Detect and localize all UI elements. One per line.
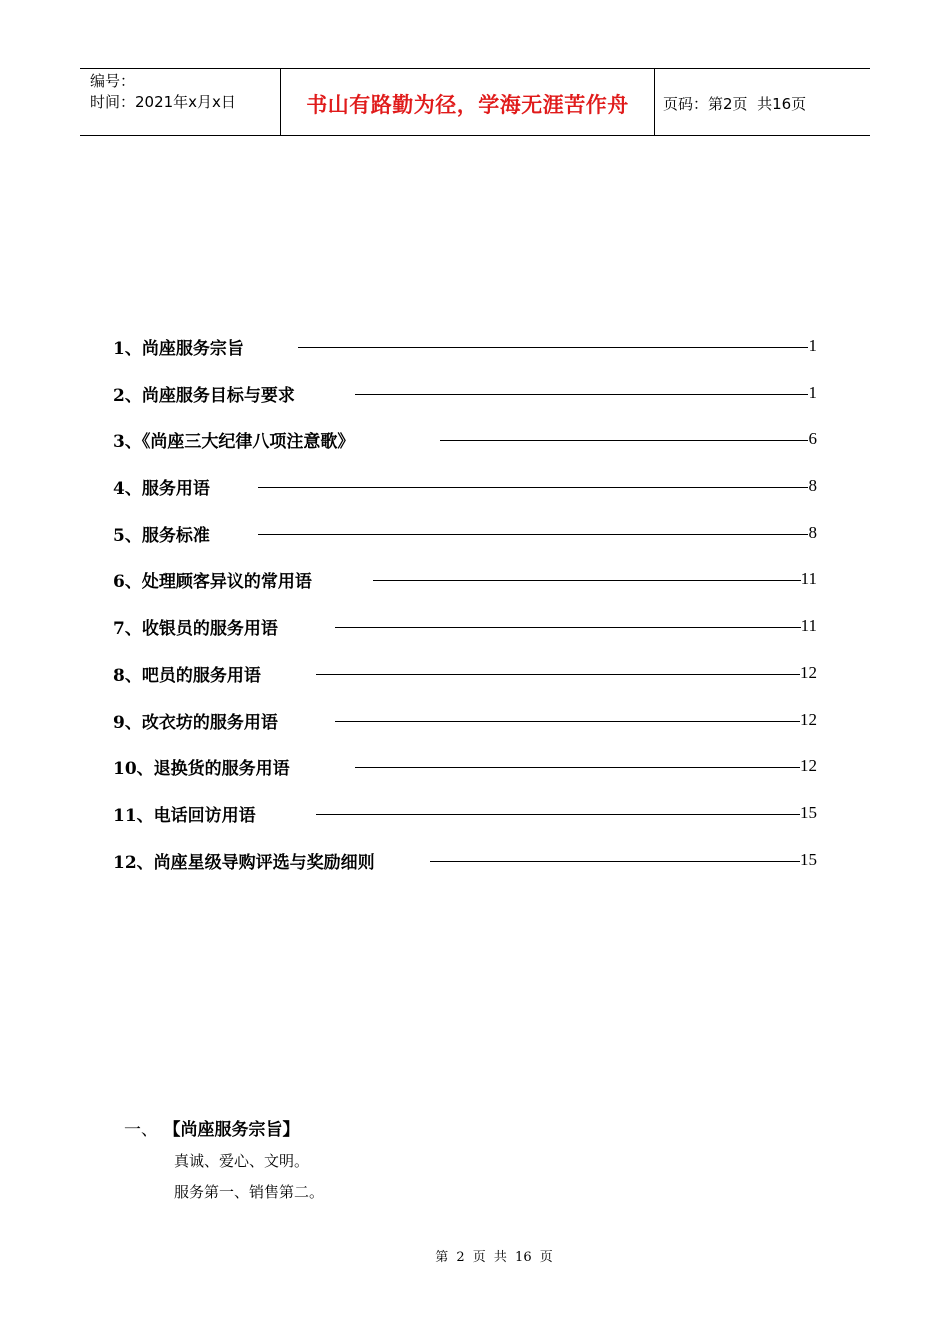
header-meta (80, 69, 281, 135)
toc-leader-line (355, 394, 808, 395)
toc-entry[interactable] (113, 846, 817, 893)
toc-entry-title: 11、电话回访用语 (113, 805, 256, 826)
toc-entry[interactable] (113, 519, 817, 566)
toc-entry-page: 11 (800, 616, 817, 636)
toc-entry-title: 10、退换货的服务用语 (113, 759, 290, 780)
toc-entry[interactable] (113, 425, 817, 472)
toc-leader-line (335, 627, 801, 628)
toc-entry-title: 6、处理顾客异议的常用语 (113, 572, 312, 593)
toc-entry[interactable] (113, 379, 817, 426)
toc-leader-line (316, 674, 800, 675)
toc-leader-line (258, 534, 808, 535)
header-time-label: 时间：2021年x月x日 (90, 93, 236, 111)
section-title: 【尚座服务宗旨】 (172, 1120, 300, 1140)
toc-entry[interactable] (113, 752, 817, 799)
toc-entry-page: 15 (800, 802, 817, 822)
toc-entry-page: 12 (800, 662, 817, 682)
toc-entry[interactable] (113, 472, 817, 519)
toc-leader-line (355, 767, 800, 768)
toc-leader-line (373, 580, 801, 581)
toc-leader-line (298, 347, 808, 348)
toc-entry-title: 2、尚座服务目标与要求 (113, 385, 295, 406)
page-header (80, 68, 870, 136)
section-heading (124, 1115, 300, 1140)
toc-entry-title: 4、服务用语 (113, 479, 210, 500)
toc-entry-title: 3、《尚座三大纪律八项注意歌》 (113, 432, 355, 453)
toc-entry-page: 11 (800, 569, 817, 589)
section-number: 一、 (124, 1120, 158, 1140)
toc-entry-page: 8 (808, 522, 817, 542)
toc-entry-page: 15 (800, 849, 817, 869)
header-motto: 书山有路勤为径，学海无涯苦作舟 (281, 69, 655, 135)
header-page-info: 页码：第2页 共16页 (663, 94, 807, 113)
toc-entry-title: 9、改衣坊的服务用语 (113, 712, 278, 733)
toc-entry-title: 12、尚座星级导购评选与奖励细则 (113, 852, 375, 873)
toc-entry-page: 6 (808, 429, 817, 449)
toc-entry-page: 1 (808, 382, 817, 402)
toc-entry[interactable] (113, 706, 817, 753)
section-line: 服务第一、销售第二。 (174, 1183, 325, 1201)
toc-entry[interactable] (113, 659, 817, 706)
toc-entry[interactable] (113, 799, 817, 846)
toc-entry-page: 8 (808, 476, 817, 496)
toc-leader-line (316, 814, 800, 815)
toc-entry-page: 1 (808, 336, 817, 355)
toc-leader-line (430, 861, 800, 862)
toc-entry-title: 1、尚座服务宗旨 (113, 339, 244, 359)
page-footer: 第 2 页 共 16 页 (435, 1250, 553, 1265)
toc-entry[interactable] (113, 612, 817, 659)
toc-entry-page: 12 (800, 756, 817, 776)
toc-entry[interactable] (113, 565, 817, 612)
table-of-contents (113, 332, 817, 892)
toc-entry-title: 8、吧员的服务用语 (113, 665, 261, 686)
toc-leader-line (335, 721, 800, 722)
toc-leader-line (258, 487, 808, 488)
toc-entry-page: 12 (800, 709, 817, 729)
toc-entry[interactable] (113, 332, 817, 379)
header-number-label: 编号： (90, 72, 136, 90)
toc-entry-title: 5、服务标准 (113, 525, 210, 546)
section-line: 真诚、爱心、文明。 (174, 1152, 310, 1170)
toc-leader-line (440, 440, 808, 441)
toc-entry-title: 7、收银员的服务用语 (113, 619, 278, 640)
